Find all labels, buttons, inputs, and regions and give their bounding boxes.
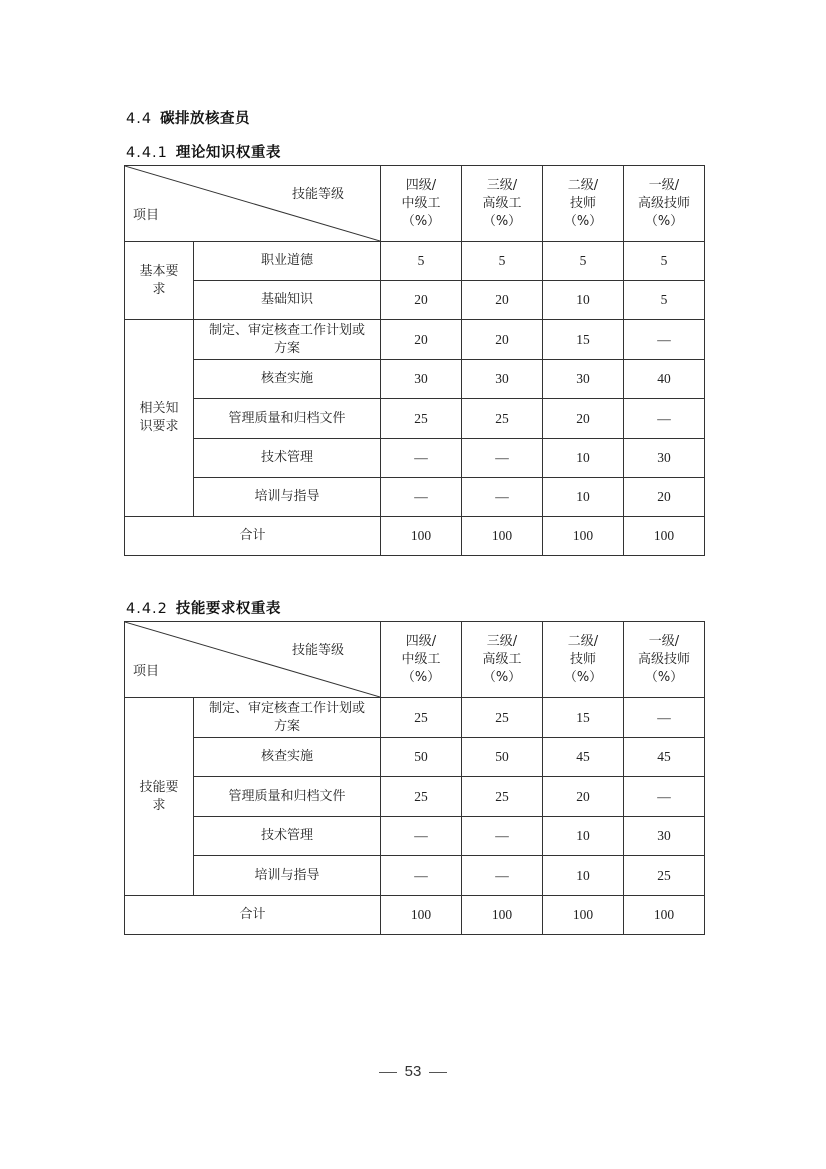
cell-value: 10	[543, 856, 624, 896]
table1-title: 理论知识权重表	[175, 145, 281, 161]
level-header: 二级/ 技师 （%）	[543, 166, 624, 242]
cell-value: —	[381, 856, 462, 896]
cell-value: 5	[462, 242, 543, 281]
row-item: 技术管理	[194, 817, 381, 856]
item-label: 项目	[133, 664, 160, 679]
level-header: 三级/ 高级工 （%）	[462, 622, 543, 698]
cell-value: —	[381, 478, 462, 517]
cell-value: 15	[543, 698, 624, 738]
table-row	[125, 478, 705, 517]
table2-heading	[126, 597, 281, 618]
footer-dash-left	[379, 1072, 397, 1073]
skill-weight-table	[124, 621, 705, 935]
row-item: 技术管理	[194, 439, 381, 478]
cell-value: 20	[462, 320, 543, 360]
total-label: 合计	[125, 517, 381, 556]
section-heading	[126, 107, 250, 128]
table-row	[125, 856, 705, 896]
cell-value: 20	[381, 281, 462, 320]
table-row	[125, 698, 705, 738]
footer-dash-right	[429, 1072, 447, 1073]
total-value: 100	[462, 896, 543, 935]
item-label: 项目	[133, 208, 160, 223]
cell-value: 30	[381, 360, 462, 399]
total-value: 100	[543, 517, 624, 556]
row-item: 培训与指导	[194, 856, 381, 896]
row-item: 核查实施	[194, 738, 381, 777]
cell-value: —	[381, 439, 462, 478]
cell-value: 30	[543, 360, 624, 399]
total-value: 100	[543, 896, 624, 935]
cell-value: 50	[381, 738, 462, 777]
cell-value: 45	[543, 738, 624, 777]
cell-value: 10	[543, 281, 624, 320]
cell-value: 5	[381, 242, 462, 281]
skill-level-label: 技能等级	[291, 643, 344, 658]
level-header: 四级/ 中级工 （%）	[381, 622, 462, 698]
cell-value: 20	[624, 478, 705, 517]
table-row	[125, 777, 705, 817]
cell-value: 30	[624, 817, 705, 856]
cell-value: 25	[462, 777, 543, 817]
table-row	[125, 738, 705, 777]
skill-level-label: 技能等级	[291, 187, 344, 202]
cell-value: —	[624, 320, 705, 360]
table2-number: 4.4.2	[126, 601, 168, 617]
level-header: 二级/ 技师 （%）	[543, 622, 624, 698]
row-item: 培训与指导	[194, 478, 381, 517]
table-row	[125, 281, 705, 320]
cell-value: 25	[624, 856, 705, 896]
cell-value: 10	[543, 817, 624, 856]
cell-value: 20	[543, 399, 624, 439]
total-row	[125, 896, 705, 935]
cell-value: 50	[462, 738, 543, 777]
row-item: 管理质量和归档文件	[194, 399, 381, 439]
group-label-related: 相关知 识要求	[125, 320, 194, 517]
cell-value: 30	[624, 439, 705, 478]
cell-value: 20	[381, 320, 462, 360]
row-item: 职业道德	[194, 242, 381, 281]
table-row	[125, 817, 705, 856]
cell-value: —	[381, 817, 462, 856]
cell-value: 25	[381, 777, 462, 817]
total-label: 合计	[125, 896, 381, 935]
total-value: 100	[624, 896, 705, 935]
row-item: 制定、审定核查工作计划或方案	[194, 320, 381, 360]
table-row	[125, 320, 705, 360]
cell-value: —	[462, 856, 543, 896]
group-label-basic: 基本要 求	[125, 242, 194, 320]
cell-value: 25	[462, 399, 543, 439]
cell-value: —	[462, 439, 543, 478]
cell-value: 20	[543, 777, 624, 817]
total-value: 100	[624, 517, 705, 556]
level-header: 一级/ 高级技师 （%）	[624, 166, 705, 242]
total-value: 100	[381, 517, 462, 556]
level-header: 一级/ 高级技师 （%）	[624, 622, 705, 698]
level-header: 三级/ 高级工 （%）	[462, 166, 543, 242]
cell-value: —	[462, 478, 543, 517]
diagonal-header-cell	[125, 622, 381, 698]
section-number: 4.4	[126, 111, 153, 127]
diagonal-header-cell	[125, 166, 381, 242]
row-item: 管理质量和归档文件	[194, 777, 381, 817]
page-number: 53	[404, 1063, 422, 1080]
cell-value: 40	[624, 360, 705, 399]
cell-value: 25	[381, 399, 462, 439]
cell-value: 25	[462, 698, 543, 738]
row-item: 基础知识	[194, 281, 381, 320]
table1-heading	[126, 141, 281, 162]
cell-value: 10	[543, 439, 624, 478]
cell-value: —	[462, 817, 543, 856]
group-label-skill: 技能要 求	[125, 698, 194, 896]
table-row	[125, 439, 705, 478]
total-row	[125, 517, 705, 556]
cell-value: 5	[543, 242, 624, 281]
row-item: 制定、审定核查工作计划或方案	[194, 698, 381, 738]
theory-weight-table	[124, 165, 705, 556]
table-row	[125, 242, 705, 281]
row-item: 核查实施	[194, 360, 381, 399]
cell-value: 5	[624, 242, 705, 281]
cell-value: 15	[543, 320, 624, 360]
table-header-row	[125, 166, 705, 242]
table2-title: 技能要求权重表	[175, 601, 281, 617]
cell-value: 30	[462, 360, 543, 399]
section-title: 碳排放核查员	[160, 111, 251, 127]
total-value: 100	[381, 896, 462, 935]
cell-value: —	[624, 698, 705, 738]
cell-value: 25	[381, 698, 462, 738]
table-row	[125, 399, 705, 439]
cell-value: —	[624, 399, 705, 439]
page-footer	[0, 1063, 826, 1080]
cell-value: 20	[462, 281, 543, 320]
table-row	[125, 360, 705, 399]
level-header: 四级/ 中级工 （%）	[381, 166, 462, 242]
cell-value: 10	[543, 478, 624, 517]
cell-value: 45	[624, 738, 705, 777]
table-header-row	[125, 622, 705, 698]
cell-value: —	[624, 777, 705, 817]
cell-value: 5	[624, 281, 705, 320]
total-value: 100	[462, 517, 543, 556]
table1-number: 4.4.1	[126, 145, 168, 161]
